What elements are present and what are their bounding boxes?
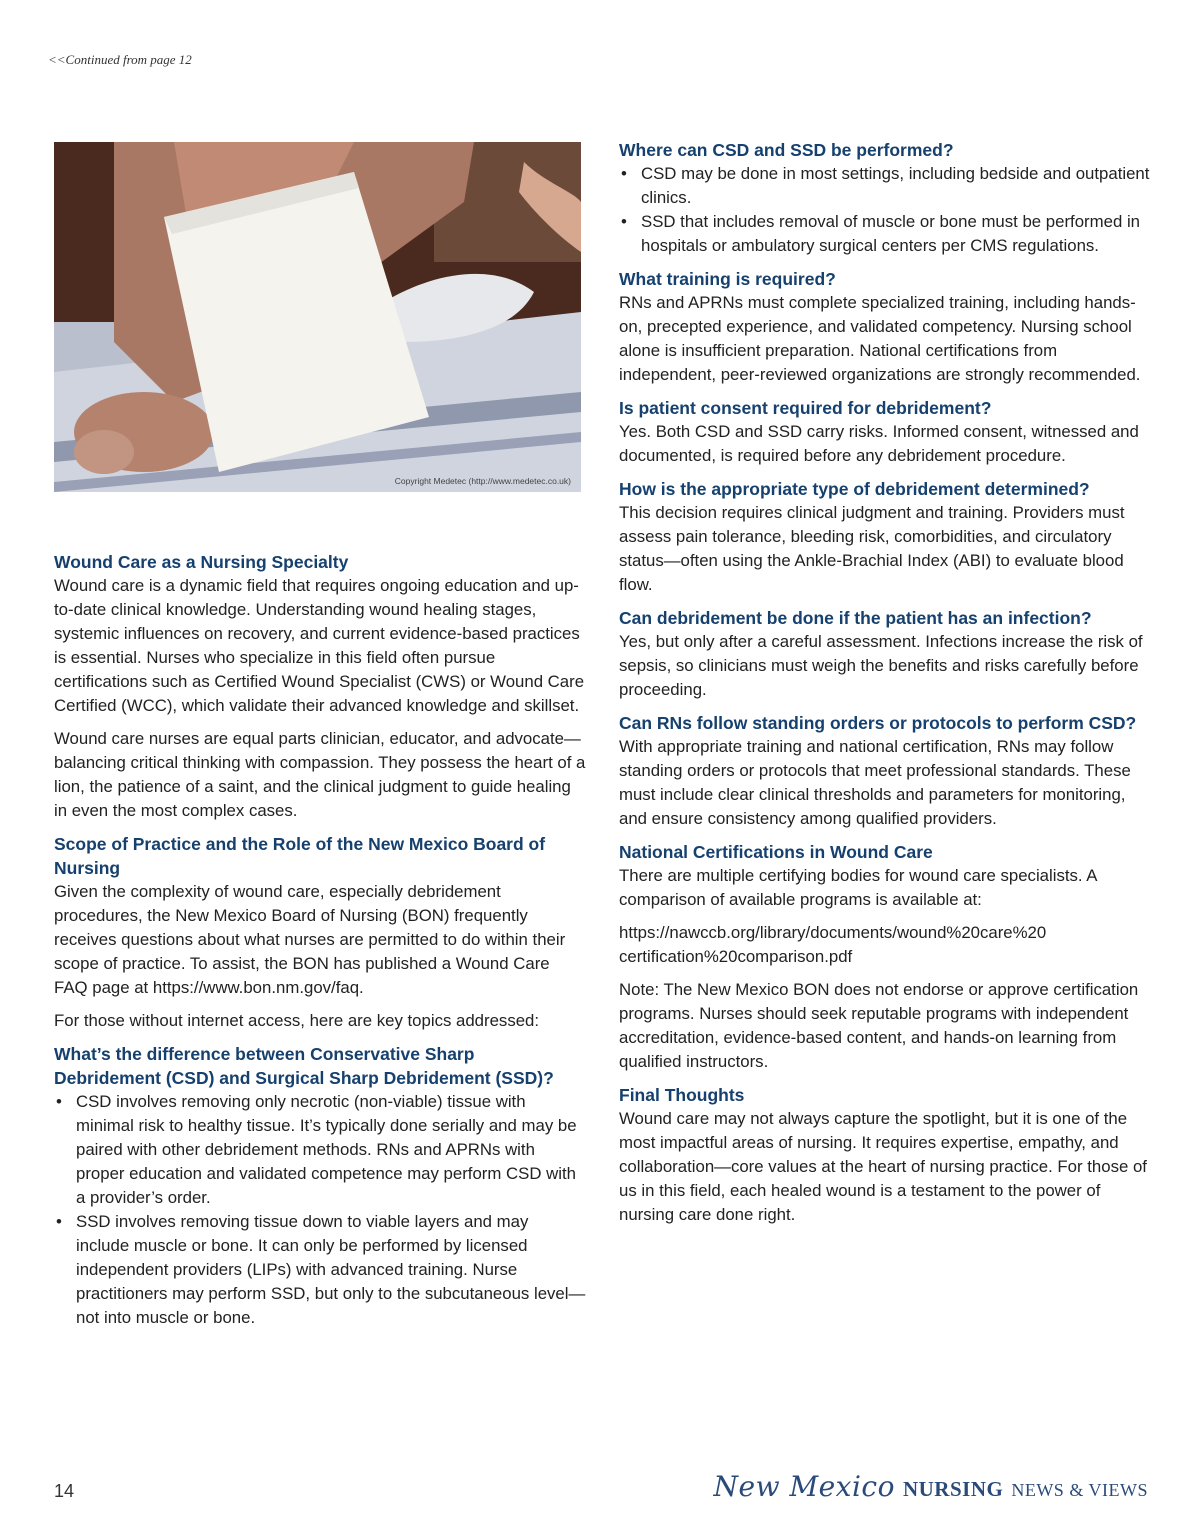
heading-specialty: Wound Care as a Nursing Specialty	[54, 552, 349, 572]
bullet-list	[54, 1090, 586, 1330]
bullet-list	[619, 162, 1151, 258]
heading-final-thoughts: Final Thoughts	[619, 1085, 745, 1105]
masthead-news: NEWS & VIEWS	[1011, 1480, 1148, 1500]
paragraph: Wound care is a dynamic field that requires ongoing education and up-to-date clinical knowledge. Understanding wound healing stages, systemic influences on recovery, and current evidence-based practices is essential. Nurses who specialize in this field often pursue certifications such as Certified Wound Specialist (CWS) or Wound Care Certified (WCC), which validate their advanced knowledge and skillset.	[54, 576, 585, 715]
paragraph: Given the complexity of wound care, especially debridement procedures, the New Mexico Board of Nursing (BON) frequently receives questions about what nurses are permitted to do within their scope of practice. To assist, the BON has published a Wound Care FAQ page at https://www.bon.nm.gov/faq.	[54, 882, 566, 997]
paragraph: There are multiple certifying bodies for wound care specialists. A comparison of available programs is available at:	[619, 866, 1097, 909]
list-item: • SSD involves removing tissue down to viable layers and may include muscle or bone. It can only be performed by licensed independent providers (LIPs) with advanced training. Nurse practitioners may perform SSD, but only to the subcutaneous level—not into muscle or bone.	[54, 1210, 586, 1330]
masthead-script: New Mexico	[713, 1470, 895, 1503]
heading-training: What training is required?	[619, 269, 836, 289]
paragraph: RNs and APRNs must complete specialized training, including hands-on, precepted experience, and validated competency. Nursing school alone is insufficient preparation. National certifications from independent, peer-reviewed organizations are strongly recommended.	[619, 293, 1141, 384]
paragraph: With appropriate training and national certification, RNs may follow standing orders or protocols that meet professional standards. These must include clear clinical thresholds and parameters for monitoring, and ensure consistency among qualified providers.	[619, 737, 1131, 828]
heading-standing-orders: Can RNs follow standing orders or protocols to perform CSD?	[619, 713, 1137, 733]
heading-csd-vs-ssd: What’s the difference between Conservative Sharp Debridement (CSD) and Surgical Sharp Debridement (SSD)?	[54, 1044, 554, 1088]
heading-infection: Can debridement be done if the patient has an infection?	[619, 608, 1092, 628]
list-item: • SSD that includes removal of muscle or bone must be performed in hospitals or ambulatory surgical centers per CMS regulations.	[619, 210, 1151, 258]
heading-scope: Scope of Practice and the Role of the New Mexico Board of Nursing	[54, 834, 546, 878]
paragraph: This decision requires clinical judgment and training. Providers must assess pain tolerance, bleeding risk, comorbidities, and circulatory status—often using the Ankle-Brachial Index (ABI) to evaluate blood flow.	[619, 503, 1125, 594]
list-item: • CSD involves removing only necrotic (non-viable) tissue with minimal risk to healthy tissue. It’s typically done serially and may be paired with other debridement methods. RNs and APRNs with proper education and validated competence may perform CSD with a provider’s order.	[54, 1090, 586, 1210]
paragraph: For those without internet access, here are key topics addressed:	[54, 1011, 540, 1030]
page-number: 14	[54, 1481, 75, 1501]
heading-type: How is the appropriate type of debridement determined?	[619, 479, 1090, 499]
right-column	[619, 138, 1151, 1236]
masthead-nursing: NURSING	[902, 1477, 1004, 1501]
url-paragraph: https://nawccb.org/library/documents/wound%20care%20 certification%20comparison.pdf	[619, 923, 1047, 966]
left-column	[54, 550, 586, 1339]
continued-note: <<Continued from page 12	[48, 52, 192, 67]
masthead-logo	[714, 1470, 1149, 1503]
heading-consent: Is patient consent required for debridement?	[619, 398, 992, 418]
wound-photo-illustration	[54, 142, 581, 492]
paragraph: Note: The New Mexico BON does not endorse or approve certification programs. Nurses should seek reputable programs with independent accreditation, evidence-based content, and hands-on learning from qualified instructors.	[619, 980, 1139, 1071]
paragraph: Wound care may not always capture the spotlight, but it is one of the most impactful areas of nursing. It requires expertise, empathy, and collaboration—core values at the heart of nursing practice. For those of us in this field, each healed wound is a testament to the power of nursing care done right.	[619, 1109, 1147, 1224]
list-item: • CSD may be done in most settings, including bedside and outpatient clinics.	[619, 162, 1151, 210]
paragraph: Wound care nurses are equal parts clinician, educator, and advocate—balancing critical thinking with compassion. They possess the heart of a lion, the patience of a saint, and the clinical judgment to guide healing in even the most complex cases.	[54, 729, 586, 820]
heading-where: Where can CSD and SSD be performed?	[619, 140, 954, 160]
photo-credit: Copyright Medetec (http://www.medetec.co.uk)	[394, 476, 571, 486]
paragraph: Yes, but only after a careful assessment. Infections increase the risk of sepsis, so clinicians must weigh the benefits and risks carefully before proceeding.	[619, 632, 1143, 699]
heading-certifications: National Certifications in Wound Care	[619, 842, 933, 862]
wound-photo	[54, 142, 581, 492]
paragraph: Yes. Both CSD and SSD carry risks. Informed consent, witnessed and documented, is required before any debridement procedure.	[619, 422, 1139, 465]
